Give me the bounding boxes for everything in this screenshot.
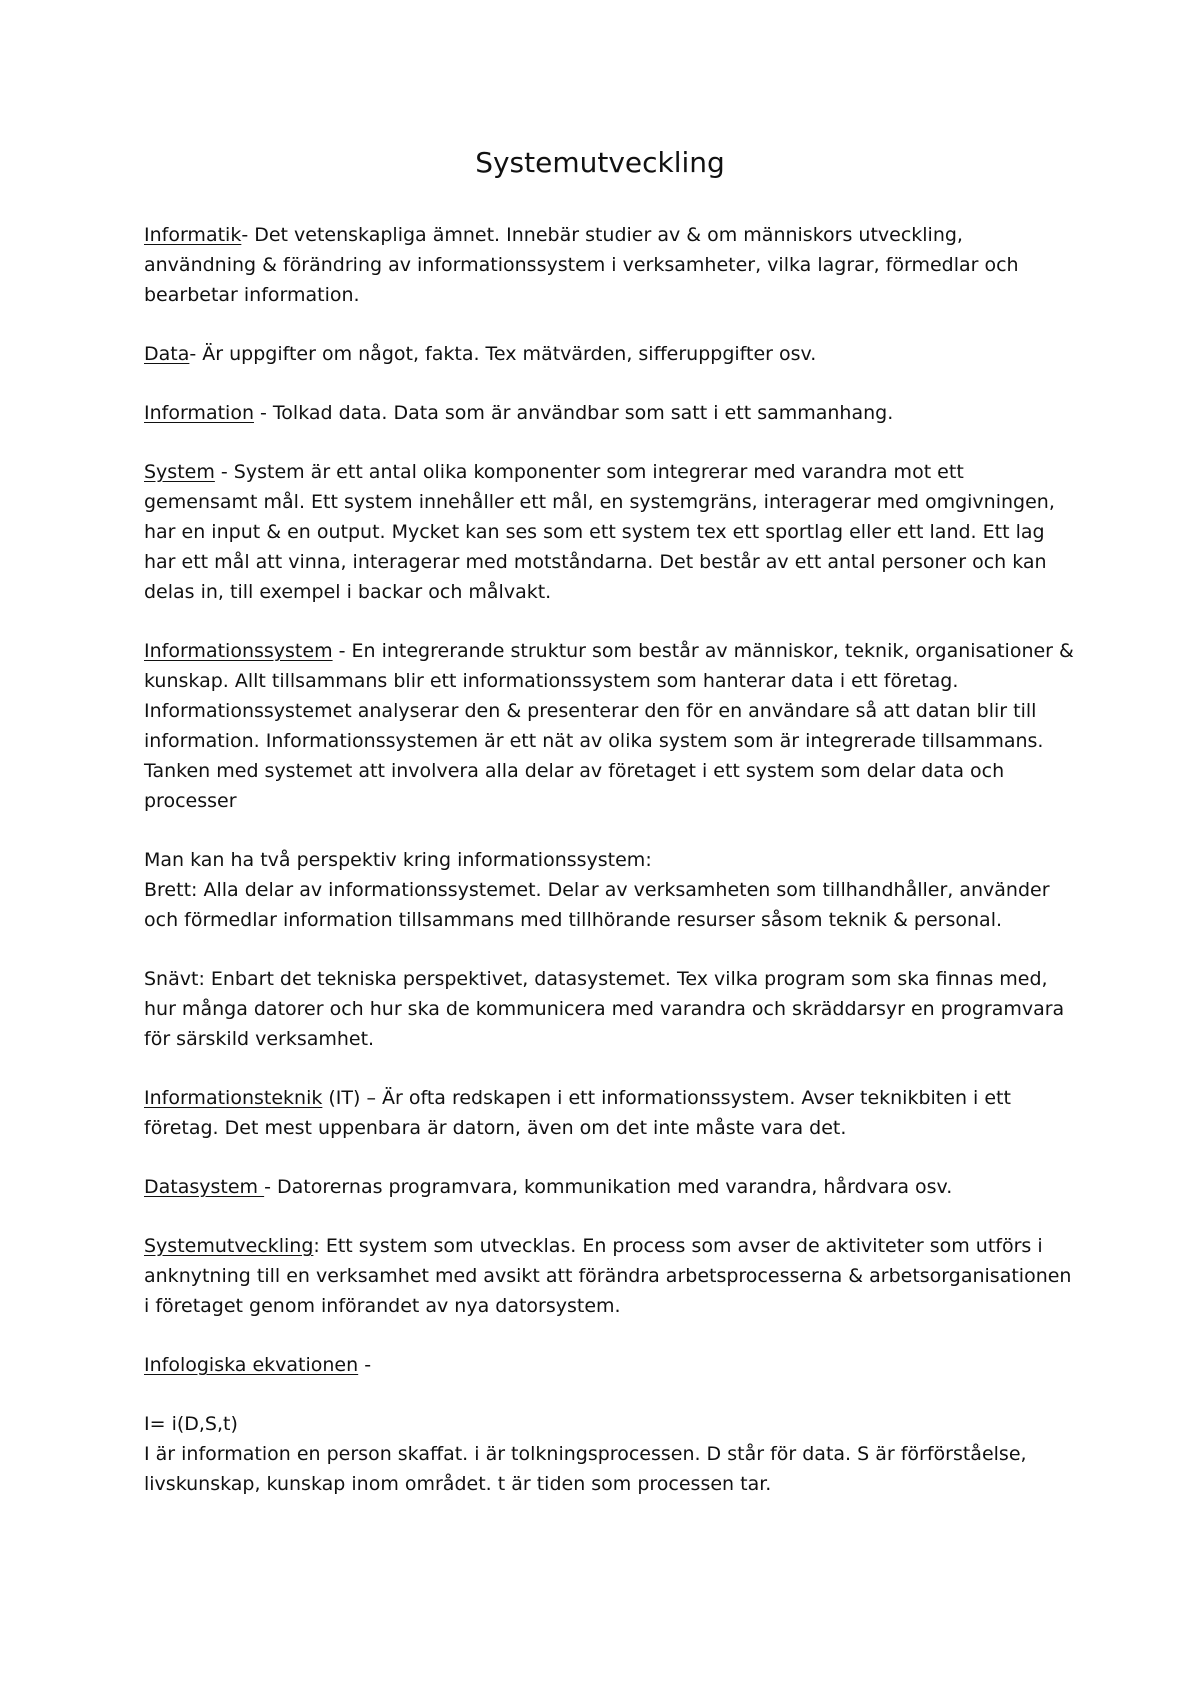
term-label: Informationssystem: [144, 640, 333, 662]
definition-text: - Datorernas programvara, kommunikation med varandra, hårdvara osv.: [264, 1176, 953, 1198]
term-label: Datasystem: [144, 1176, 265, 1198]
term-label: Data: [144, 343, 190, 365]
term-label: System: [144, 461, 215, 483]
term-label: Infologiska ekvationen: [144, 1354, 359, 1376]
term-label: Informationsteknik: [144, 1087, 323, 1109]
narrow-perspective-paragraph: [144, 964, 1074, 1054]
broad-perspective-text: Brett: Alla delar av informationssystemet. Delar av verksamheten som tillhandhåller, använder och förmedlar information tillsammans med tillhörande resurser såsom teknik & personal.: [144, 879, 1050, 931]
document-body: [144, 220, 1074, 1499]
definition-text: - Det vetenskapliga ämnet. Innebär studier av & om människors utveckling, användning & förändring av informationssystem i verksamheter, vilka lagrar, förmedlar och bearbetar information.: [144, 224, 1019, 306]
definition-infologiska-ekvationen: [144, 1350, 1074, 1380]
definition-text: -: [358, 1354, 372, 1376]
definition-text: - Tolkad data. Data som är användbar som satt i ett sammanhang.: [253, 402, 894, 424]
definition-information: [144, 398, 1074, 428]
definition-text: - En integrerande struktur som består av människor, teknik, organisationer & kunskap. Allt tillsammans blir ett informationssystem som hanterar data i ett företag. Informationssystemet analyserar den & presenterar den för en användare så att datan blir till information. Informationssystemen är ett nät av olika system som är integrerade tillsammans. Tanken med systemet att involvera alla delar av företaget i ett system som delar data och processer: [144, 640, 1074, 812]
definition-datasystem: [144, 1172, 1074, 1202]
definition-text: - System är ett antal olika komponenter som integrerar med varandra mot ett gemensamt mål. Ett system innehåller ett mål, en systemgräns, interagerar med omgivningen, har en input & en output. Mycket kan ses som ett system tex ett sportlag eller ett land. Ett lag har ett mål att vinna, interagerar med motståndarna. Det består av ett antal personer och kan delas in, till exempel i backar och målvakt.: [144, 461, 1055, 603]
equation-paragraph: [144, 1409, 1074, 1499]
narrow-perspective-text: Snävt: Enbart det tekniska perspektivet, datasystemet. Tex vilka program som ska finnas med, hur många datorer och hur ska de kommunicera med varandra och skräddarsyr en programvara för särskild verksamhet.: [144, 968, 1065, 1050]
term-label: Systemutveckling: [144, 1235, 314, 1257]
definition-system: [144, 457, 1074, 607]
equation-line: I= i(D,S,t): [144, 1413, 238, 1435]
definition-text: (IT) – Är ofta redskapen i ett informationssystem. Avser teknikbiten i ett företag. Det mest uppenbara är datorn, även om det inte måste vara det.: [144, 1087, 1011, 1139]
term-label: Informatik: [144, 224, 242, 246]
document-title: Systemutveckling: [475, 146, 725, 179]
definition-informatik: [144, 220, 1074, 310]
definition-informationsteknik: [144, 1083, 1074, 1143]
definition-informationssystem: [144, 636, 1074, 816]
equation-explanation: I är information en person skaffat. i är tolkningsprocessen. D står för data. S är förförståelse, livskunskap, kunskap inom området. t är tiden som processen tar.: [144, 1443, 1027, 1495]
definition-systemutveckling: [144, 1231, 1074, 1321]
definition-data: [144, 339, 1074, 369]
definition-text: - Är uppgifter om något, fakta. Tex mätvärden, sifferuppgifter osv.: [189, 343, 817, 365]
perspectives-paragraph: [144, 845, 1074, 935]
definition-text: : Ett system som utvecklas. En process som avser de aktiviteter som utförs i anknytning till en verksamhet med avsikt att förändra arbetsprocesserna & arbetsorganisationen i företaget genom införandet av nya datorsystem.: [144, 1235, 1072, 1317]
term-label: Information: [144, 402, 254, 424]
perspectives-intro-line: Man kan ha två perspektiv kring informationssystem:: [144, 849, 652, 871]
